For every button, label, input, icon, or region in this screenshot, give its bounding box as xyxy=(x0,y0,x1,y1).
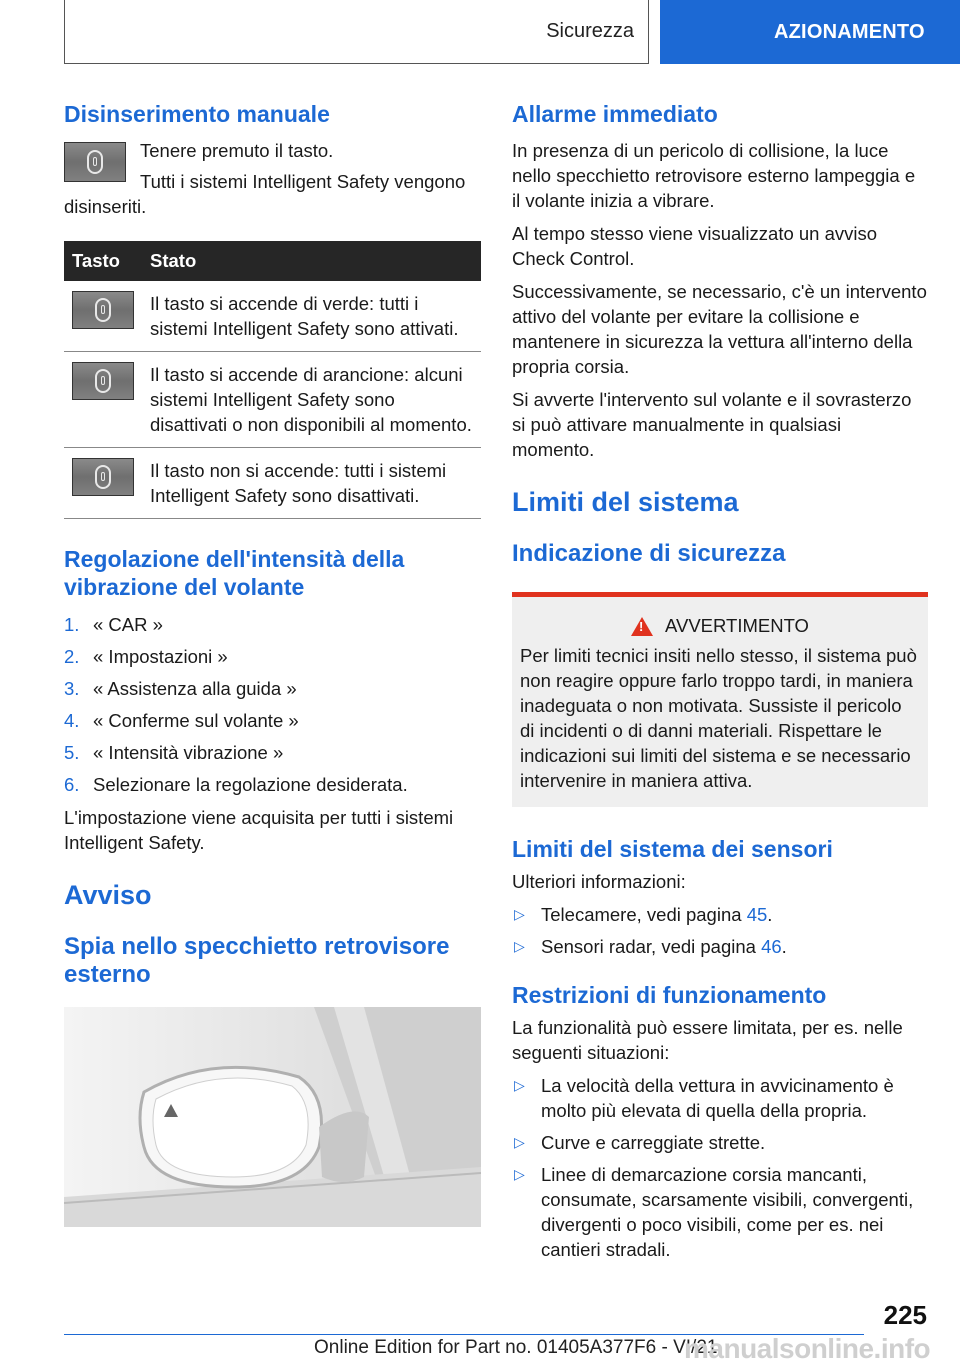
step-number: 1. xyxy=(64,614,80,635)
header-chapter-tab[interactable] xyxy=(660,0,960,64)
table-cell-state: Il tasto non si accende: tutti i sistemi Intelligent Safety sono disattivati. xyxy=(142,448,481,519)
list-item xyxy=(64,705,481,737)
steering-assist-icon xyxy=(95,465,111,489)
heading-limiti: Limiti del sistema xyxy=(512,487,739,517)
step-text: « CAR » xyxy=(93,614,163,635)
restrizioni-intro: La funzionalità può essere limitata, per es. nelle seguenti situazioni: xyxy=(512,1017,903,1063)
sensori-intro: Ulteriori informazioni: xyxy=(512,871,686,892)
step-number: 2. xyxy=(64,646,80,667)
step-number: 4. xyxy=(64,710,80,731)
allarme-paragraph-1: In presenza di un pericolo di collisione, la luce nello specchietto retrovisore esterno lampeggia e il volante inizia a vibrare. xyxy=(512,140,916,211)
step-text: « Assistenza alla guida » xyxy=(93,678,297,699)
dis-result-line1: Tutti i sistemi Intelligent Safety vengono xyxy=(140,171,466,192)
steering-assist-icon xyxy=(87,150,103,174)
triangle-bullet-icon: ▷ xyxy=(514,938,525,954)
step-number: 6. xyxy=(64,774,80,795)
list-item xyxy=(64,673,481,705)
step-text: Selezionare la regolazione desiderata. xyxy=(93,774,408,795)
allarme-paragraph-4: Si avverte l'intervento sul volante e il sovrasterzo si può attivare manualmente in qualsiasi momento. xyxy=(512,389,912,460)
header-section-box xyxy=(64,0,649,64)
warning-title: AVVERTIMENTO xyxy=(665,615,809,636)
header-section-title: Sicurezza xyxy=(546,20,634,42)
heading-avviso: Avviso xyxy=(64,880,152,910)
list-item: ▷ Telecamere, vedi pagina 45. xyxy=(514,904,773,925)
restrizioni-list xyxy=(512,1073,928,1262)
page-link-46[interactable]: 46 xyxy=(761,936,782,957)
warning-box xyxy=(512,592,928,807)
safety-button-image xyxy=(64,142,126,182)
table-row xyxy=(64,448,481,519)
table-header-key: Tasto xyxy=(64,241,142,281)
left-column xyxy=(64,100,481,1227)
list-item: ▷ Curve e carreggiate strette. xyxy=(514,1132,766,1153)
heading-indicazione: Indicazione di sicurezza xyxy=(512,540,786,567)
triangle-bullet-icon: ▷ xyxy=(514,906,525,922)
dis-result-line2: disinseriti. xyxy=(64,196,147,217)
footer-edition: Online Edition for Part no. 01405A377F6 - VI/21 xyxy=(314,1337,718,1358)
heading-disinserimento: Disinserimento manuale xyxy=(64,101,330,127)
heading-regolazione: Regolazione dell'intensità della vibrazione del volante xyxy=(64,546,405,600)
list-item xyxy=(64,641,481,673)
list-item xyxy=(64,737,481,769)
table-cell-state: Il tasto si accende di arancione: alcuni sistemi Intelligent Safety sono disattivati o non disponibili al momento. xyxy=(142,352,481,448)
table-row xyxy=(64,352,481,448)
step-number: 3. xyxy=(64,678,80,699)
heading-allarme: Allarme immediato xyxy=(512,101,718,127)
right-column xyxy=(512,100,928,1269)
sensori-list xyxy=(512,902,928,959)
regolazione-note: L'impostazione viene acquisita per tutti i sistemi Intelligent Safety. xyxy=(64,807,454,853)
list-item: ▷ Linee di demarcazione corsia mancanti, consumate, scarsamente visibili, convergenti, divergenti o poco visibili, come per es. nei cantieri stradali. xyxy=(514,1164,914,1260)
step-text: « Impostazioni » xyxy=(93,646,228,667)
list-item xyxy=(64,769,481,801)
triangle-bullet-icon: ▷ xyxy=(514,1077,525,1093)
table-cell-state: Il tasto si accende di verde: tutti i sistemi Intelligent Safety sono attivati. xyxy=(142,281,481,352)
allarme-paragraph-2: Al tempo stesso viene visualizzato un avviso Check Control. xyxy=(512,223,878,269)
button-green-image xyxy=(72,291,134,329)
step-text: « Conferme sul volante » xyxy=(93,710,299,731)
triangle-bullet-icon: ▷ xyxy=(514,1166,525,1182)
step-number: 5. xyxy=(64,742,80,763)
table-row xyxy=(64,281,481,352)
watermark-logo: manualsonline.info xyxy=(684,1333,931,1364)
list-item xyxy=(64,609,481,641)
steering-assist-icon xyxy=(95,298,111,322)
mirror-illustration xyxy=(64,1007,481,1227)
page-link-45[interactable]: 45 xyxy=(746,904,768,925)
button-state-table xyxy=(64,241,481,519)
step-text: « Intensità vibrazione » xyxy=(93,742,284,763)
side-mirror-image xyxy=(64,1007,481,1227)
allarme-paragraph-3: Successivamente, se necessario, c'è un intervento attivo del volante per evitare la collisione e mantenere in sicurezza la vettura all'interno della propria corsia. xyxy=(512,281,927,377)
table-header-state: Stato xyxy=(142,241,481,281)
page-number: 225 xyxy=(883,1300,927,1330)
heading-sensori: Limiti del sistema dei sensori xyxy=(512,836,833,862)
header-chapter-title: AZIONAMENTO xyxy=(774,20,925,43)
heading-restrizioni: Restrizioni di funzionamento xyxy=(512,982,827,1008)
disinserimento-block xyxy=(64,142,481,194)
steering-assist-icon xyxy=(95,369,111,393)
triangle-bullet-icon: ▷ xyxy=(514,1134,525,1150)
button-off-image xyxy=(72,458,134,496)
warning-triangle-icon xyxy=(631,617,653,636)
button-orange-image xyxy=(72,362,134,400)
dis-instruction: Tenere premuto il tasto. xyxy=(140,140,334,161)
steps-list xyxy=(64,609,481,801)
warning-text: Per limiti tecnici insiti nello stesso, il sistema può non reagire oppure farlo troppo tardi, in maniera inadeguata o non motivata. Sussiste il pericolo di incidenti o di danni materiali. Rispettare le indicazioni sui limiti del sistema e se necessario intervenire in maniera attiva. xyxy=(520,645,917,791)
list-item: ▷ La velocità della vettura in avvicinamento è molto più elevata di quella della propria. xyxy=(514,1075,894,1121)
heading-spia: Spia nello specchietto retrovisore esterno xyxy=(64,933,450,988)
list-item: ▷ Sensori radar, vedi pagina 46. xyxy=(514,936,787,957)
